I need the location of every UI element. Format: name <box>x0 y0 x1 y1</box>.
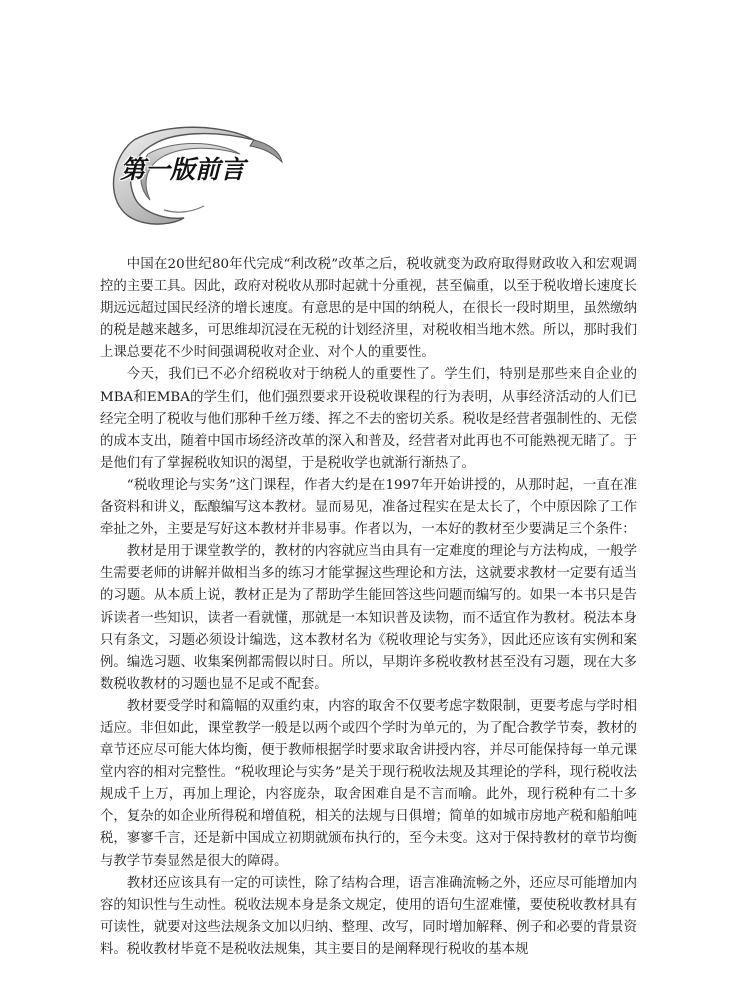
paragraph: 教材要受学时和篇幅的双重约束，内容的取舍不仅要考虑字数限制，更要考虑与学时相适应。非但如此，课堂教学一般是以两个或四个学时为单元的，为了配合教学节奏，教材的章节还应尽可能大体均衡，便于教师根据学时要求取舍讲授内容，并尽可能保持每一单元课堂内容的相对完整性。“税收理论与实务”是关于现行税收法规及其理论的学科，现行税收法规成千上万，再加上理论，内容庞杂，取舍困难自是不言而喻。此外，现行税种有二十多个，复杂的如企业所得税和增值税，相关的法规与日俱增；简单的如城市房地产税和船舶吨税，寥寥千言，还是新中国成立初期就颁布执行的，至今未变。这对于保持教材的章节均衡与教学节奏显然是很大的障碍。 <box>100 698 637 869</box>
paragraph: 教材是用于课堂教学的，教材的内容就应当由具有一定难度的理论与方法构成，一般学生需要老师的讲解并做相当多的练习才能掌握这些理论和方法，这就要求教材一定要有适当的习题。从本质上说，教材正是为了帮助学生能回答这些问题而编写的。如果一本书只是告诉读者一些知识，读者一看就懂，那就是一本知识普及读物，而不适宜作为教材。税法本身只有条文，习题必须设计编选，这本教材名为《税收理论与实务》，因此还应该有实例和案例。编选习题、收集案例都需假以时日。所以，早期许多税收教材甚至没有习题，现在大多数税收教材的习题也显不足或不配套。 <box>100 544 637 692</box>
preface-title: 第一版前言 <box>120 155 246 184</box>
paragraph: 今天，我们已不必介绍税收对于纳税人的重要性了。学生们，特别是那些来自企业的MBA和EMBA的学生们，他们强烈要求开设税收课程的行为表明，从事经济活动的人们已经完全明了税收与他们那种千丝万缕、挥之不去的密切关系。税收是经营者强制性的、无偿的成本支出，随着中国市场经济改革的深入和普及，经营者对此再也不可能熟视无睹了。于是他们有了掌握税收知识的渴望，于是税收学也就渐行渐热了。 <box>100 367 637 471</box>
paragraph: 教材还应该具有一定的可读性，除了结构合理，语言准确流畅之外，还应尽可能增加内容的知识性与生动性。税收法规本身是条文规定，使用的语句生涩难懂，要使税收教材具有可读性，就要对这些法规条文加以归纳、整理、改写，同时增加解释、例子和必要的背景资料。税收教材毕竟不是税收法规集，其主要目的是阐释现行税收的基本规 <box>100 875 637 957</box>
body-text <box>100 254 637 961</box>
paragraph: “税收理论与实务”这门课程，作者大约是在1997年开始讲授的，从那时起，一直在准备资料和讲义，酝酿编写这本教材。显而易见，准备过程实在是太长了，个中原因除了工作牵扯之外，主要是写好这本教材并非易事。作者以为，一本好的教材至少要满足三个条件： <box>100 477 637 538</box>
paragraph: 中国在20世纪80年代完成“利改税”改革之后，税收就变为政府取得财政收入和宏观调控的主要工具。因此，政府对税收从那时起就十分重视，甚至偏重，以至于税收增长速度长期远远超过国民经济的增长速度。有意思的是中国的纳税人，在很长一段时期里，虽然缴纳的税是越来越多，可思维却沉浸在无税的计划经济里，对税收相当地木然。所以，那时我们上课总要花不少时间强调税收对企业、对个人的重要性。 <box>100 257 637 361</box>
chapter-heading <box>104 110 294 228</box>
